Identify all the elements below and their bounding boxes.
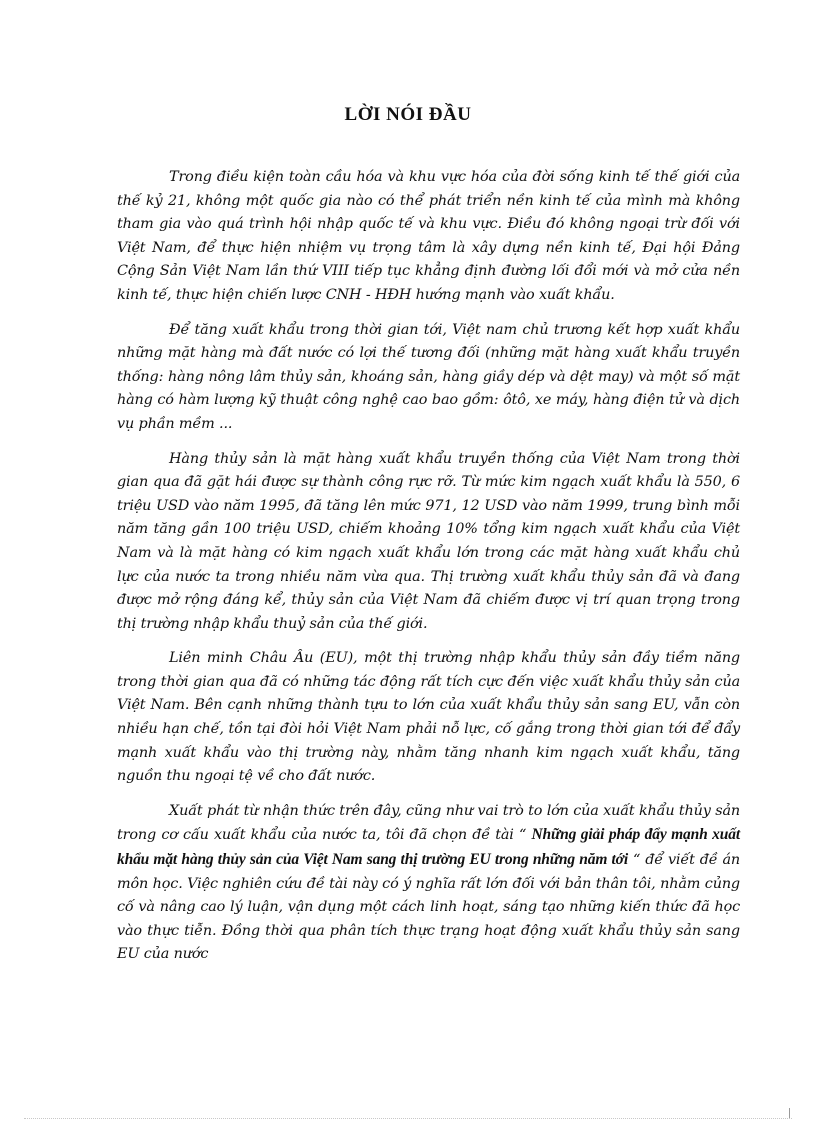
- paragraph-3: Hàng thủy sản là mặt hàng xuất khẩu truyền thống của Việt Nam trong thời gian qua đã gặt hái được sự thành công rực rỡ. Từ mức kim ngạch xuất khẩu là 550, 6 triệu USD vào năm 1995, đã tăng lên mức 971, 12 USD vào năm 1999, trung bình mỗi năm tăng gần 100 triệu USD, chiếm khoảng 10% tổng kim ngạch xuất khẩu của Việt Nam và là mặt hàng có kim ngạch xuất khẩu lớn trong các mặt hàng xuất khẩu chủ lực của nước ta trong nhiều năm vừa qua. Thị trường xuất khẩu thủy sản đã và đang được mở rộng đáng kể, thủy sản của Việt Nam đã chiếm được vị trí quan trọng trong thị trường nhập khẩu thuỷ sản của thế giới.: [117, 450, 740, 632]
- paragraph-4: Liên minh Châu Âu (EU), một thị trường nhập khẩu thủy sản đầy tiềm năng trong thời gian qua đã có những tác động rất tích cực đến việc xuất khẩu thủy sản của Việt Nam. Bên cạnh những thành tựu to lớn của xuất khẩu thủy sản sang EU, vẫn còn nhiều hạn chế, tồn tại đòi hỏi Việt Nam phải nỗ lực, cố gắng trong thời gian tới để đẩy mạnh xuất khẩu vào thị trường này, nhằm tăng nhanh kim ngạch xuất khẩu, tăng nguồn thu ngoại tệ về cho đất nước.: [117, 650, 740, 785]
- paragraph-5-rest: “ để viết đề án môn học. Việc nghiên cứu đề tài này có ý nghĩa rất lớn đối với bản thân tôi, nhằm củng cố và nâng cao lý luận, vận dụng một cách linh hoạt, sáng tạo những kiến thức đã học vào thực tiễn. Đồng thời qua phân tích thực trạng hoạt động xuất khẩu thủy sản sang EU của nước: [117, 852, 740, 963]
- paragraph-5-intro: Xuất phát từ nhận thức trên đây, cũng như vai trò to lớn của xuất khẩu thủy sản trong cơ cấu xuất khẩu của nước ta, tôi đã chọn đề tài “: [117, 802, 740, 844]
- paragraph-5: [117, 800, 740, 967]
- page-corner-mark: [789, 1108, 790, 1118]
- page-title: LỜI NÓI ĐẦU: [344, 104, 472, 125]
- paragraph-1: Trong điều kiện toàn cầu hóa và khu vực hóa của đời sống kinh tế thế giới của thế kỷ 21, không một quốc gia nào có thể phát triển nền kinh tế của mình mà không tham gia vào quá trình hội nhập quốc tế và khu vực. Điều đó không ngoại trừ đối với Việt Nam, để thực hiện nhiệm vụ trọng tâm là xây dựng nền kinh tế, Đại hội Đảng Cộng Sản Việt Nam lần thứ VIII tiếp tục khẳng định đường lối đổi mới và mở cửa nền kinh tế, thực hiện chiến lược CNH - HĐH hướng mạnh vào xuất khẩu.: [117, 169, 740, 303]
- paragraph-2: Để tăng xuất khẩu trong thời gian tới, Việt nam chủ trương kết hợp xuất khẩu những mặt hàng mà đất nước có lợi thế tương đối (những mặt hàng xuất khẩu truyền thống: hàng nông lâm thủy sản, khoáng sản, hàng giầy dép và dệt may) và một số mặt hàng có hàm lượng kỹ thuật công nghệ cao bao gồm: ôtô, xe máy, hàng điện tử và dịch vụ phần mềm ...: [117, 321, 740, 432]
- page-bottom-divider: [24, 1118, 792, 1119]
- document-body: [117, 166, 740, 978]
- thesis-topic-title: Những giải pháp đẩy mạnh xuất khẩu mặt hàng thủy sản của Việt Nam sang thị trường EU trong những năm tới: [117, 826, 740, 869]
